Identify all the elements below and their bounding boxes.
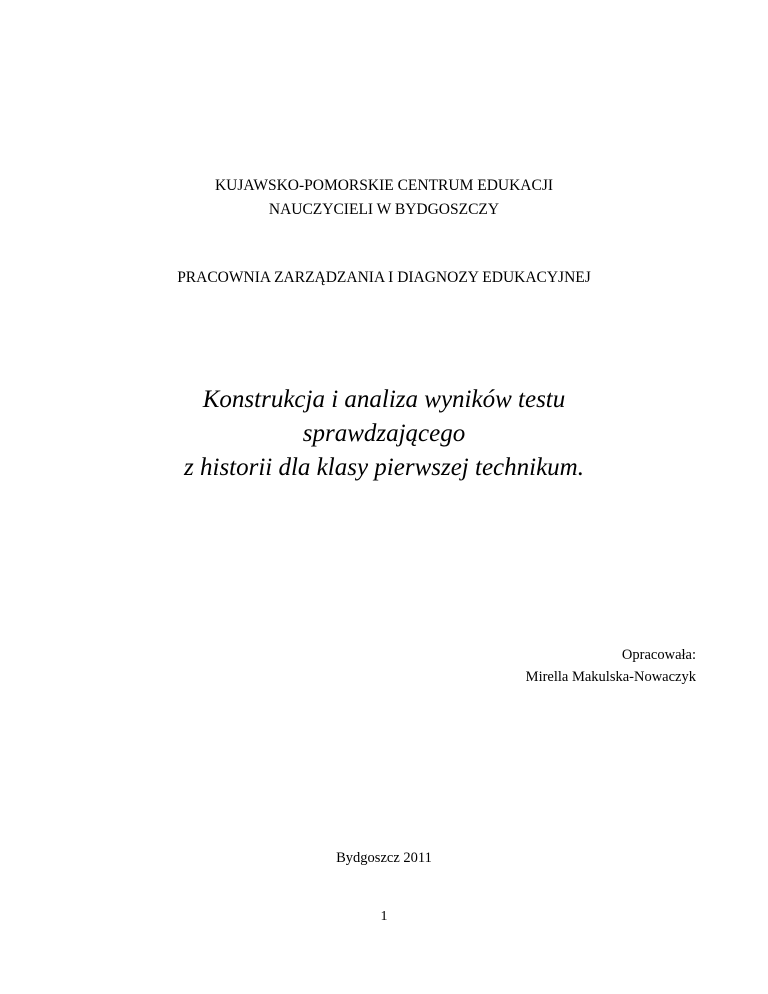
author-name: Mirella Makulska-Nowaczyk — [525, 669, 696, 685]
title-line-2: sprawdzającego — [302, 420, 466, 447]
title-line-3: z historii dla klasy pierwszej technikum. — [184, 454, 584, 481]
title-line-1: Konstrukcja i analiza wyników testu — [202, 386, 566, 413]
author-label: Opracowała: — [621, 647, 696, 663]
institution-line-1: KUJAWSKO-POMORSKIE CENTRUM EDUKACJI — [214, 177, 554, 194]
department-name: PRACOWNIA ZARZĄDZANIA I DIAGNOZY EDUKACYJNEJ — [177, 269, 591, 286]
place-date: Bydgoszcz 2011 — [336, 850, 432, 866]
institution-line-2: NAUCZYCIELI W BYDGOSZCZY — [268, 201, 500, 218]
page-number: 1 — [380, 909, 388, 924]
